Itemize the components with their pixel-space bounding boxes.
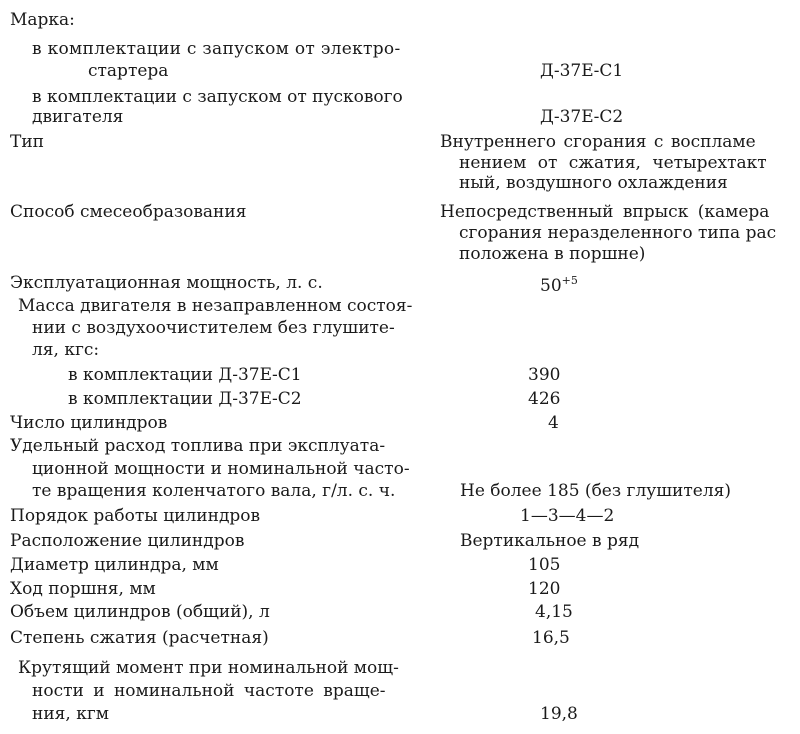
marka-elec-value: Д-37Е-С1 [540, 61, 624, 81]
marka-start-line-2: двигателя [32, 107, 124, 127]
fuel-label-line-2: ционной мощности и номинальной часто- [32, 459, 410, 479]
layout-label: Расположение цилиндров [10, 531, 245, 551]
mass-label-line-2: нии с воздухоочистителем без глушите- [32, 318, 395, 338]
marka-label: Марка: [10, 10, 75, 30]
fuel-label-line-1: Удельный расход топлива при эксплуата- [10, 436, 386, 456]
cyl-count-label: Число цилиндров [10, 413, 168, 433]
mass-c2-label: в комплектации Д-37Е-С2 [68, 389, 302, 409]
marka-start-line-1: в комплектации с запуском от пускового [32, 87, 403, 107]
mix-label: Способ смесеобразования [10, 202, 247, 222]
volume-value: 4,15 [535, 602, 573, 622]
power-value [540, 275, 578, 295]
fuel-label-line-3: те вращения коленчатого вала, г/л. с. ч. [32, 481, 396, 501]
mix-value-line-2: сгорания неразделенного типа рас [459, 223, 777, 243]
mass-c2-value: 426 [528, 389, 561, 409]
mass-label-line-3: ля, кгс: [32, 340, 100, 360]
mass-c1-value: 390 [528, 365, 561, 385]
mix-value-line-1: Непосредственный впрыск (камера [440, 202, 770, 222]
stroke-value: 120 [528, 579, 561, 599]
mix-value-line-3: положена в поршне) [459, 244, 646, 264]
marka-start-value: Д-37Е-С2 [540, 107, 624, 127]
type-value-line-3: ный, воздушного охлаждения [459, 173, 728, 193]
cyl-count-value: 4 [548, 413, 559, 433]
power-value-superscript: +5 [561, 274, 578, 287]
power-label: Эксплуатационная мощность, л. с. [10, 273, 323, 293]
bore-value: 105 [528, 555, 561, 575]
type-label: Тип [10, 132, 44, 152]
bore-label: Диаметр цилиндра, мм [10, 555, 219, 575]
stroke-label: Ход поршня, мм [10, 579, 156, 599]
power-value-main: 50 [540, 276, 562, 296]
type-value-line-1: Внутреннего сгорания с воспламе [440, 132, 756, 152]
compression-value: 16,5 [532, 628, 570, 648]
volume-label: Объем цилиндров (общий), л [10, 602, 270, 622]
torque-label-line-2: ности и номинальной частоте враще- [32, 681, 386, 701]
order-value: 1—3—4—2 [520, 506, 615, 526]
torque-value: 19,8 [540, 704, 578, 724]
order-label: Порядок работы цилиндров [10, 506, 261, 526]
marka-elec-line-1: в комплектации с запуском от электро- [32, 39, 401, 59]
fuel-value: Не более 185 (без глушителя) [460, 481, 732, 501]
mass-label-line-1: Масса двигателя в незаправленном состоя- [18, 296, 413, 316]
compression-label: Степень сжатия (расчетная) [10, 628, 269, 648]
layout-value: Вертикальное в ряд [460, 531, 640, 551]
marka-elec-line-2: стартера [88, 61, 169, 81]
mass-c1-label: в комплектации Д-37Е-С1 [68, 365, 302, 385]
torque-label-line-1: Крутящий момент при номинальной мощ- [18, 658, 399, 678]
type-value-line-2: нением от сжатия, четырехтакт [459, 153, 767, 173]
torque-label-line-3: ния, кгм [32, 704, 109, 724]
